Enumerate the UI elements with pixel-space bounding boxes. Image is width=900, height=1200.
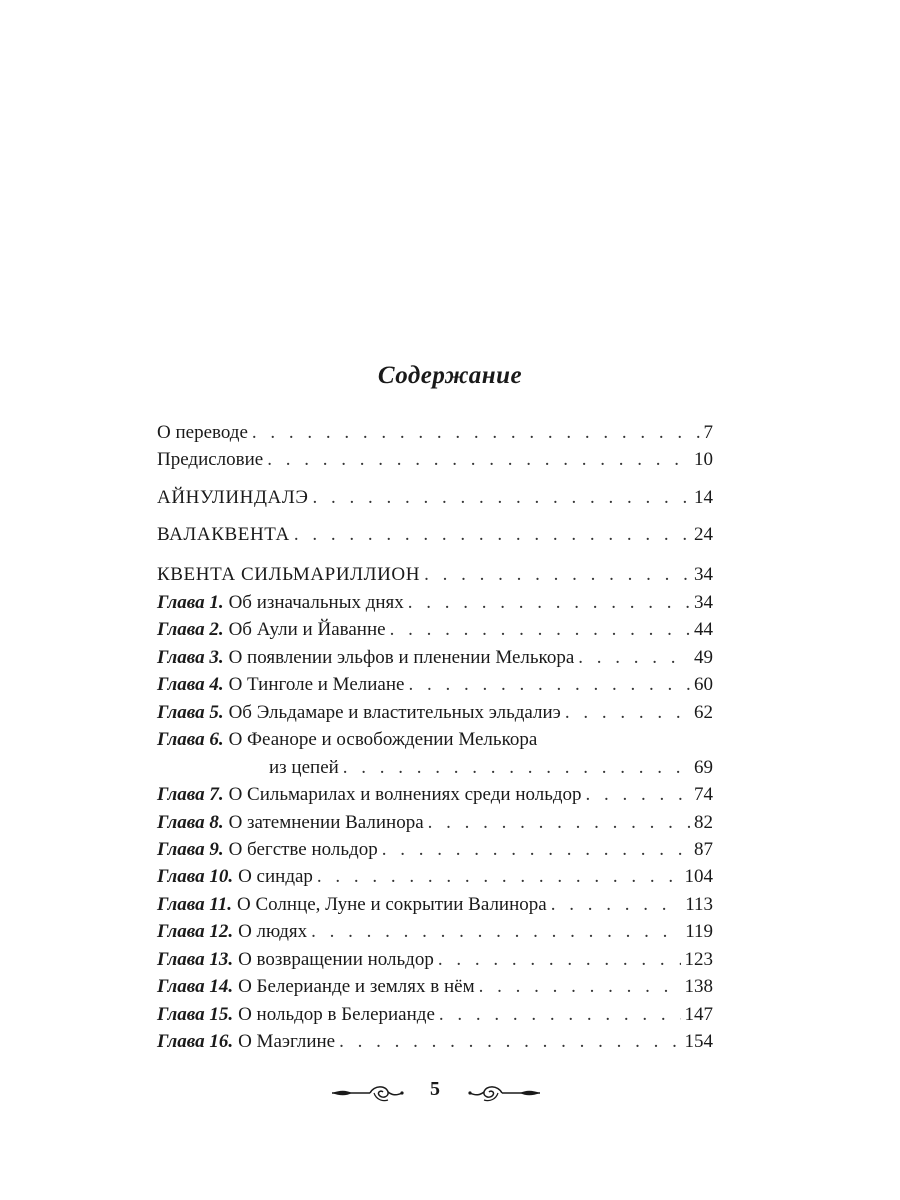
page-number: 5 <box>430 1078 440 1100</box>
toc-entry-title: О людях <box>238 921 308 942</box>
ornament-right-icon <box>466 1081 542 1105</box>
toc-entry-title: О Маэглине <box>238 1031 336 1052</box>
toc-entry-page: 10 <box>694 449 713 470</box>
toc-entry-title: Предисловие <box>157 449 264 470</box>
toc-chapter-continuation[interactable] <box>157 756 713 780</box>
toc-chapter[interactable] <box>157 920 713 944</box>
toc-entry-page: 69 <box>694 757 713 778</box>
toc-entry-title: О бегстве нольдор <box>228 839 378 860</box>
toc-entry-page: 62 <box>694 702 713 723</box>
dot-leader <box>382 838 690 862</box>
chapter-label: Глава 3. <box>157 647 224 668</box>
toc-entry-page: 113 <box>685 894 713 915</box>
toc-entry-page: 138 <box>684 976 713 997</box>
toc-chapter[interactable] <box>157 893 713 917</box>
toc-entry-page: 60 <box>694 674 713 695</box>
toc-entry-title: из цепей <box>269 757 339 778</box>
toc-entry-title: О Тинголе и Мелиане <box>228 674 405 695</box>
toc-entry-title: О Феаноре и освобождении Мелькора <box>228 729 538 750</box>
dot-leader <box>390 618 690 642</box>
toc-entry-page: 119 <box>685 921 713 942</box>
toc-entry-title: О Солнце, Луне и сокрытии Валинора <box>237 894 547 915</box>
toc-part[interactable] <box>157 523 713 547</box>
chapter-label: Глава 2. <box>157 619 224 640</box>
toc-entry-title: Об изначальных днях <box>228 592 404 613</box>
toc-entry-title: Об Эльдамаре и властительных эльдалиэ <box>228 702 561 723</box>
dot-leader <box>343 756 690 780</box>
chapter-label: Глава 13. <box>157 949 234 970</box>
toc-entry-page: 104 <box>684 866 713 887</box>
page-footer <box>0 1078 900 1108</box>
toc-entry-title: О нольдор в Белерианде <box>238 1004 435 1025</box>
toc-chapter[interactable] <box>157 728 713 752</box>
toc-chapter[interactable] <box>157 673 713 697</box>
chapter-label: Глава 9. <box>157 839 224 860</box>
toc-entry-page: 49 <box>694 647 713 668</box>
toc-chapter[interactable] <box>157 618 713 642</box>
toc-entry-title: О переводе <box>157 422 248 443</box>
dot-leader <box>339 1030 680 1054</box>
toc-part[interactable] <box>157 486 713 510</box>
chapter-label: Глава 10. <box>157 866 234 887</box>
toc-entry-page: 74 <box>694 784 713 805</box>
chapter-label: Глава 1. <box>157 592 224 613</box>
toc-entry-page: 147 <box>684 1004 713 1025</box>
dot-leader <box>317 865 681 889</box>
dot-leader <box>578 646 690 670</box>
toc-entry-page: 154 <box>684 1031 713 1052</box>
chapter-label: Глава 8. <box>157 812 224 833</box>
toc-chapter[interactable] <box>157 975 713 999</box>
chapter-label: Глава 12. <box>157 921 234 942</box>
chapter-label: Глава 14. <box>157 976 234 997</box>
toc-chapter[interactable] <box>157 865 713 889</box>
toc-entry-title: О появлении эльфов и пленении Мелькора <box>228 647 575 668</box>
toc-entry-page: 82 <box>694 812 713 833</box>
toc-chapter[interactable] <box>157 701 713 725</box>
toc-entry-title: О синдар <box>238 866 313 887</box>
toc-entry-title: Об Аули и Йаванне <box>228 619 386 640</box>
dot-leader <box>311 920 681 944</box>
toc-chapter[interactable] <box>157 811 713 835</box>
chapter-label: Глава 4. <box>157 674 224 695</box>
chapter-label: Глава 5. <box>157 702 224 723</box>
toc-chapter[interactable] <box>157 838 713 862</box>
dot-leader <box>294 523 690 547</box>
chapter-label: Глава 11. <box>157 894 233 915</box>
toc-entry-page: 44 <box>694 619 713 640</box>
toc-entry-title: О возвращении нольдор <box>238 949 434 970</box>
toc-entry-page: 7 <box>703 422 713 443</box>
toc-chapter[interactable] <box>157 591 713 615</box>
chapter-label: Глава 15. <box>157 1004 234 1025</box>
toc-entry-page: 24 <box>694 524 713 545</box>
toc-entry-title: КВЕНТА СИЛЬМАРИЛЛИОН <box>157 564 421 585</box>
dot-leader <box>428 811 690 835</box>
toc-entry-page: 34 <box>694 592 713 613</box>
dot-leader <box>551 893 682 917</box>
toc-part[interactable] <box>157 563 713 587</box>
chapter-label: Глава 16. <box>157 1031 234 1052</box>
ornament-left-icon <box>330 1081 406 1105</box>
dot-leader <box>565 701 690 725</box>
dot-leader <box>313 486 690 510</box>
toc-chapter[interactable] <box>157 1030 713 1054</box>
toc-chapter[interactable] <box>157 1003 713 1027</box>
dot-leader <box>408 673 690 697</box>
toc-entry[interactable] <box>157 448 713 472</box>
toc-entry-page: 123 <box>684 949 713 970</box>
toc-entry-title: АЙНУЛИНДАЛЭ <box>157 487 309 508</box>
dot-leader <box>479 975 681 999</box>
chapter-label: Глава 6. <box>157 729 224 750</box>
toc-entry-page: 14 <box>694 487 713 508</box>
toc-chapter[interactable] <box>157 646 713 670</box>
dot-leader <box>252 421 700 445</box>
dot-leader <box>408 591 690 615</box>
dot-leader <box>439 1003 681 1027</box>
toc-entry-title: ВАЛАКВЕНТА <box>157 524 290 545</box>
dot-leader <box>586 783 690 807</box>
toc-entry-title: О Сильмарилах и волнениях среди нольдор <box>228 784 582 805</box>
page-title: Содержание <box>377 362 523 389</box>
toc-entry[interactable] <box>157 421 713 445</box>
toc-entry-title: О Белерианде и землях в нём <box>238 976 475 997</box>
chapter-label: Глава 7. <box>157 784 224 805</box>
dot-leader <box>424 563 690 587</box>
toc-chapter[interactable] <box>157 783 713 807</box>
dot-leader <box>438 948 681 972</box>
toc-entry-title: О затемнении Валинора <box>228 812 424 833</box>
toc-chapter[interactable] <box>157 948 713 972</box>
toc-entry-page: 87 <box>694 839 713 860</box>
toc-entry-page: 34 <box>694 564 713 585</box>
dot-leader <box>267 448 690 472</box>
